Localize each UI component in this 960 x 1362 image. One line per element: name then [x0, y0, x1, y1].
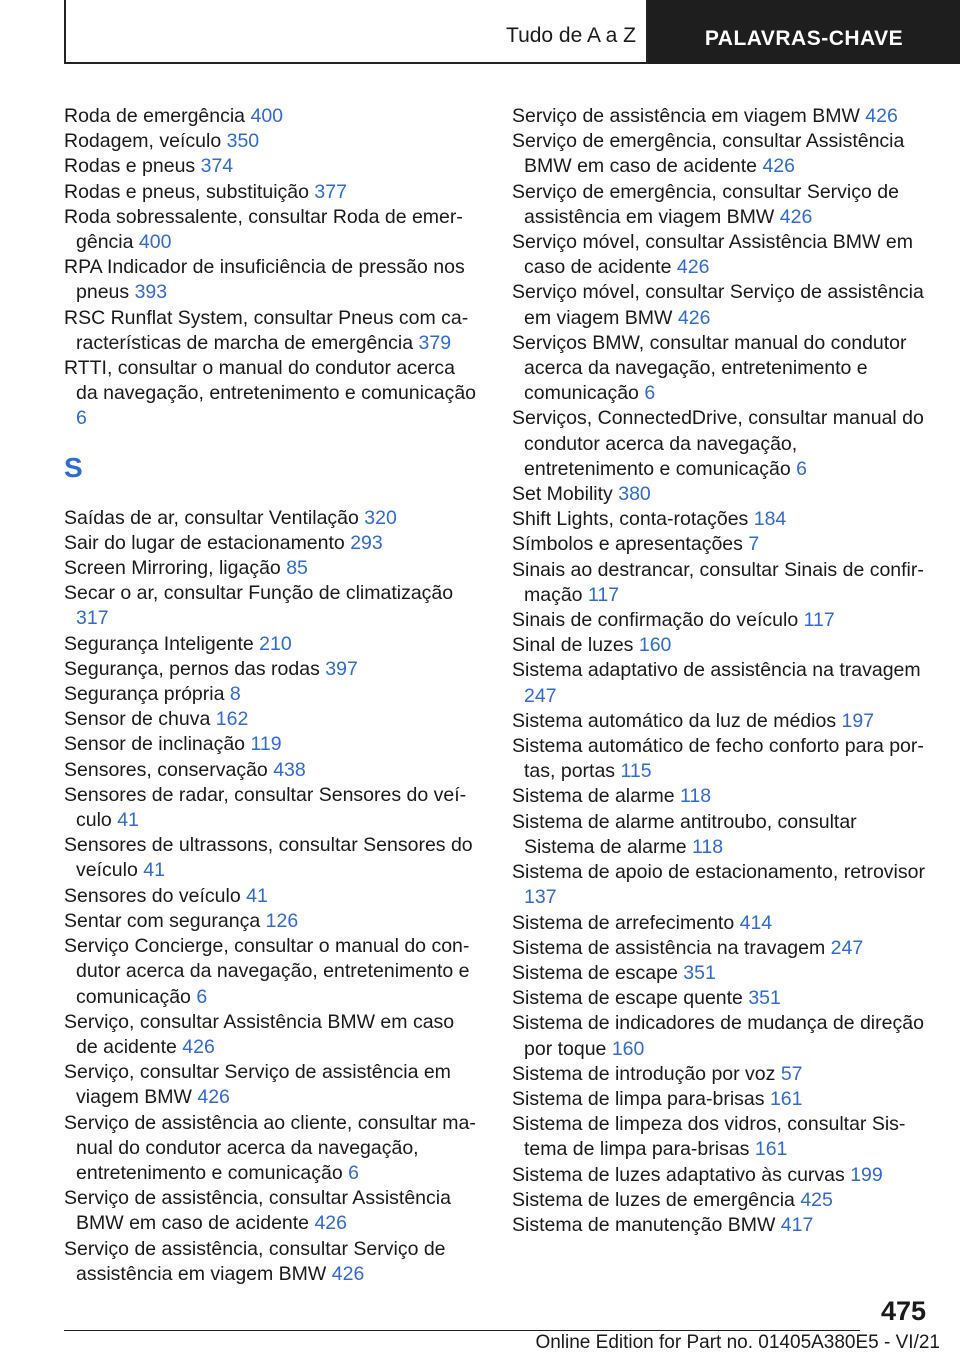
index-entry [512, 230, 926, 280]
index-entry [64, 632, 478, 657]
page-reference-link[interactable]: 161 [769, 1087, 803, 1110]
page-reference-link[interactable]: 397 [325, 657, 358, 680]
index-entry [512, 1087, 926, 1112]
index-entry [64, 306, 478, 356]
index-entry [64, 154, 478, 179]
index-entry [512, 180, 926, 230]
page-reference-link[interactable]: 320 [364, 506, 397, 529]
index-entry [512, 810, 926, 860]
index-entry-term: Segurança, pernos das rodas [64, 657, 320, 680]
index-column-left [64, 104, 478, 1287]
index-entry [64, 356, 478, 432]
index-entry-term: Sistema automático de fecho conforto para portas, portas [512, 735, 924, 783]
index-entry-term: Sistema de assistência na travagem [512, 936, 826, 959]
index-entry [512, 1163, 926, 1188]
index-entry-term: Símbolos e apresentações [512, 533, 743, 556]
index-entry [64, 1060, 478, 1110]
index-entry [512, 709, 926, 734]
index-entry [512, 734, 926, 784]
page-reference-link[interactable]: 417 [780, 1213, 814, 1236]
index-entry-term: Sinais ao destrancar, consultar Sinais de confirmação [512, 558, 924, 606]
index-entry-term: Serviço, consultar Assistência BMW em caso de acidente [64, 1010, 455, 1058]
page-reference-link[interactable]: 160 [638, 634, 672, 657]
page-reference-link[interactable]: 210 [259, 632, 292, 655]
page-reference-link[interactable]: 426 [762, 155, 795, 178]
index-entry [512, 558, 926, 608]
index-entry [512, 129, 926, 179]
index-entry [512, 608, 926, 633]
page-reference-link[interactable]: 117 [803, 609, 835, 632]
index-entry-term: Sensor de inclinação [64, 733, 246, 756]
index-entry [512, 406, 926, 482]
page-reference-link[interactable]: 350 [226, 130, 260, 153]
index-entry-term: Set Mobility [512, 483, 613, 506]
page-reference-link[interactable]: 317 [76, 607, 109, 630]
page-reference-link[interactable]: 426 [197, 1086, 230, 1109]
index-entry [512, 961, 926, 986]
page-reference-link[interactable]: 118 [680, 785, 712, 808]
index-entry-term: Sistema de manutenção BMW [512, 1213, 776, 1236]
index-entry-term: Serviços, ConnectedDrive, consultar manual do condutor acerca da navegação, entretenimento e comunicação [512, 407, 924, 480]
index-entry [64, 506, 478, 531]
index-entry-term: Sistema de escape quente [512, 987, 743, 1010]
page-reference-link[interactable]: 426 [314, 1212, 347, 1235]
index-entry [64, 707, 478, 732]
index-entry [512, 507, 926, 532]
index-entry [512, 784, 926, 809]
index-entry-term: Sensores do veículo [64, 884, 241, 907]
index-entry-term: Sistema de introdução por voz [512, 1062, 776, 1085]
page-reference-link[interactable]: 425 [800, 1188, 833, 1211]
index-entry-term: Sinais de confirmação do veículo [512, 609, 799, 632]
index-entry-term: Serviço Concierge, consultar o manual do condutor acerca da navegação, entretenimento e comunicação [64, 935, 470, 1008]
page-reference-link[interactable]: 426 [677, 306, 711, 329]
section-title: Tudo de A a Z [506, 24, 636, 47]
index-entry-term: Serviço de emergência, consultar Assistência BMW em caso de acidente [512, 130, 905, 178]
page-reference-link[interactable]: 7 [748, 533, 760, 556]
index-entry-term: Sistema de limpa para-brisas [512, 1087, 765, 1110]
page-reference-link[interactable]: 161 [754, 1138, 788, 1161]
page-reference-link[interactable]: 426 [779, 205, 813, 228]
index-entry-term: Serviço móvel, consultar Assistência BMW em caso de acidente [512, 231, 913, 279]
index-entry-term: Sistema de limpeza dos vidros, consultar Sistema de limpa para-brisas [512, 1113, 906, 1161]
index-entry [512, 1112, 926, 1162]
index-column-right [512, 104, 926, 1238]
index-entry [64, 909, 478, 934]
page-reference-link[interactable]: 379 [418, 331, 452, 354]
index-entry-term: Roda sobressalente, consultar Roda de emergência [64, 205, 463, 254]
page-reference-link[interactable]: 426 [331, 1262, 365, 1285]
page-reference-link[interactable]: 414 [739, 911, 773, 934]
index-entry [64, 1111, 478, 1187]
page-number: 475 [880, 1296, 926, 1326]
page-reference-link[interactable]: 438 [273, 758, 306, 781]
page-reference-link[interactable]: 426 [182, 1035, 215, 1058]
index-entry-term: Secar o ar, consultar Função de climatização [64, 582, 454, 605]
page-reference-link[interactable]: 137 [524, 886, 557, 909]
page-reference-link[interactable]: 184 [753, 508, 787, 531]
page-reference-link[interactable]: 6 [196, 985, 208, 1008]
page-reference-link[interactable]: 41 [143, 859, 165, 882]
index-entry-term: Sensor de chuva [64, 708, 211, 731]
index-entry [64, 682, 478, 707]
index-entry [512, 633, 926, 658]
page-reference-link[interactable]: 6 [796, 457, 807, 480]
index-entry [64, 934, 478, 1010]
page-reference-link[interactable]: 393 [134, 281, 168, 304]
index-entry [512, 860, 926, 910]
index-entry-term: Sistema de indicadores de mudança de direção por toque [512, 1012, 924, 1060]
index-entry [512, 1188, 926, 1213]
index-entry [64, 1237, 478, 1287]
index-entry [64, 205, 478, 255]
index-entry-term: Sistema de luzes de emergência [512, 1188, 795, 1211]
index-entry-term: Segurança Inteligente [64, 632, 254, 655]
index-entry [64, 732, 478, 757]
index-entry [64, 104, 478, 129]
page-reference-link[interactable]: 400 [138, 231, 172, 254]
index-entry [64, 531, 478, 556]
index-entry-term: Sistema de luzes adaptativo às curvas [512, 1163, 845, 1186]
index-entry-term: Roda de emergência [64, 105, 246, 127]
page-reference-link[interactable]: 426 [676, 256, 710, 279]
index-entry-term: Sistema de alarme [512, 785, 675, 808]
page-reference-link[interactable]: 162 [215, 708, 249, 731]
page-reference-link[interactable]: 57 [780, 1062, 803, 1085]
index-entry [64, 581, 478, 631]
index-entry-term: Sistema automático da luz de médios [512, 709, 837, 732]
index-entry-term: Sistema de escape [512, 961, 678, 984]
page-reference-link[interactable]: 426 [865, 105, 898, 127]
index-entry-term: RTTI, consultar o manual do condutor acerca da navegação, entretenimento e comunicação [64, 357, 477, 405]
page-reference-link[interactable]: 247 [830, 936, 864, 959]
page-reference-link[interactable]: 41 [246, 884, 268, 907]
index-entry-term: Rodas e pneus, substituição [64, 180, 309, 203]
footer-edition: Online Edition for Part no. 01405A380E5 - VI/21 [535, 1332, 940, 1353]
index-entry [64, 783, 478, 833]
page-reference-link[interactable]: 6 [644, 382, 656, 405]
page-reference-link[interactable]: 380 [618, 483, 651, 506]
page-reference-link[interactable]: 374 [200, 155, 234, 178]
index-entry [512, 1213, 926, 1238]
index-entry-term: Serviços BMW, consultar manual do condutor acerca da navegação, entretenimento e comunicação [512, 331, 907, 405]
index-entry [64, 1186, 478, 1236]
page-reference-link[interactable]: 293 [350, 531, 383, 554]
page-reference-link[interactable]: 160 [611, 1037, 645, 1060]
index-entry [64, 180, 478, 205]
page-reference-link[interactable]: 118 [692, 835, 724, 858]
index-entry-term: Serviço móvel, consultar Serviço de assistência em viagem BMW [512, 281, 924, 329]
index-entry-term: Sentar com segurança [64, 909, 261, 932]
index-entry [64, 129, 478, 154]
index-entry [512, 658, 926, 708]
index-entry [64, 1010, 478, 1060]
index-entry [64, 833, 478, 883]
index-entry-term: Rodagem, veículo [64, 130, 222, 153]
index-entry [64, 556, 478, 581]
page-reference-link[interactable]: 351 [683, 961, 716, 984]
index-entry-term: Sinal de luzes [512, 634, 634, 657]
index-entry [512, 331, 926, 407]
index-entry-term: Sensores, conservação [64, 758, 268, 781]
index-entry-term: Sistema de alarme antitroubo, consultar Sistema de alarme [512, 810, 857, 858]
index-entry [512, 936, 926, 961]
index-entry [64, 884, 478, 909]
index-entry [512, 280, 926, 330]
index-entry-term: Serviço de assistência, consultar Assistência BMW em caso de acidente [64, 1187, 451, 1235]
index-entry-term: Serviço de assistência, consultar Serviço de assistência em viagem BMW [64, 1237, 446, 1285]
index-entry-term: Segurança própria [64, 683, 225, 706]
index-entry-term: RPA Indicador de insuficiência de pressão nos pneus [64, 256, 465, 304]
index-list-r [64, 104, 478, 432]
index-entry [64, 255, 478, 305]
index-entry-term: Sensores de radar, consultar Sensores do veículo [64, 783, 467, 832]
page-reference-link[interactable]: 8 [229, 683, 241, 706]
page-reference-link[interactable]: 351 [748, 987, 781, 1010]
page-reference-link[interactable]: 115 [620, 760, 652, 783]
page-reference-link[interactable]: 41 [117, 809, 139, 832]
index-letter-heading: S [64, 451, 83, 483]
index-entry-term: Shift Lights, conta-rotações [512, 508, 749, 531]
index-entry [512, 482, 926, 507]
index-entry-term: Sistema adaptativo de assistência na travagem [512, 659, 921, 682]
chapter-tab: PALAVRAS-CHAVE [648, 0, 960, 64]
page-reference-link[interactable]: 85 [286, 557, 308, 580]
index-entry-term: Serviço, consultar Serviço de assistência em viagem BMW [64, 1061, 451, 1109]
index-list-s [64, 506, 478, 1287]
index-entry-term: Sensores de ultrassons, consultar Sensores do veículo [64, 834, 473, 882]
index-entry-term: RSC Runflat System, consultar Pneus com características de marcha de emergência [64, 306, 469, 354]
page-reference-link[interactable]: 6 [348, 1161, 359, 1184]
page-reference-link[interactable]: 197 [841, 709, 875, 732]
page-reference-link[interactable]: 377 [314, 180, 347, 203]
index-entry [64, 758, 478, 783]
page-reference-link[interactable]: 119 [250, 733, 282, 756]
index-entry-term: Serviço de assistência ao cliente, consultar manual do condutor acerca da navegação, entretenimento e comunicação [64, 1111, 476, 1184]
index-entry-term: Screen Mirroring, ligação [64, 557, 281, 580]
page-reference-link[interactable]: 247 [524, 684, 557, 707]
index-entry [512, 911, 926, 936]
index-entry-term: Sistema de apoio de estacionamento, retrovisor [512, 861, 925, 884]
index-entry-term: Sair do lugar de estacionamento [64, 531, 345, 554]
page-reference-link[interactable]: 126 [265, 909, 299, 932]
index-entry-term: Rodas e pneus [64, 155, 196, 178]
index-entry-term: Saídas de ar, consultar Ventilação [64, 506, 359, 529]
index-entry [512, 986, 926, 1011]
index-entry [512, 104, 926, 129]
page-reference-link[interactable]: 117 [587, 583, 620, 606]
page-reference-link[interactable]: 199 [850, 1163, 883, 1186]
index-list-s-continued [512, 104, 926, 1238]
footer-divider [64, 1330, 860, 1331]
page-reference-link[interactable]: 400 [250, 105, 284, 127]
index-entry-term: Serviço de assistência em viagem BMW [512, 105, 860, 127]
index-entry [512, 1011, 926, 1061]
index-entry-term: Sistema de arrefecimento [512, 911, 735, 934]
index-entry [64, 657, 478, 682]
page-reference-link[interactable]: 6 [76, 407, 87, 430]
index-entry [512, 532, 926, 557]
index-entry [512, 1062, 926, 1087]
index-entry-term: Serviço de emergência, consultar Serviço de assistência em viagem BMW [512, 180, 899, 228]
